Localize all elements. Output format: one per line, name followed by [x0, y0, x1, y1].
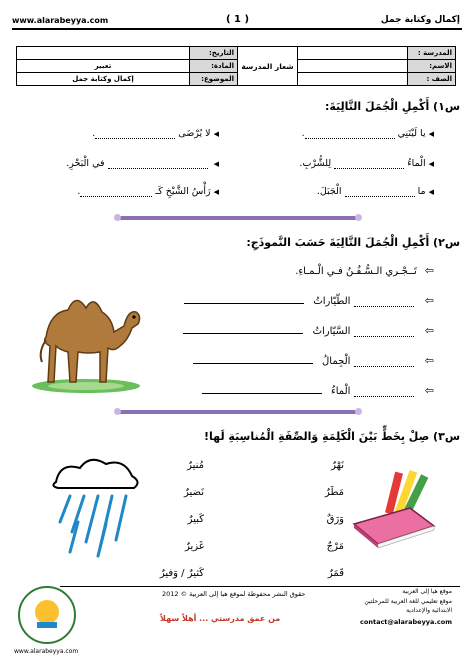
- q1-item-5: ◀ما الْجَبَلَ.: [316, 186, 434, 197]
- q2-blank-1[interactable]: [184, 303, 304, 304]
- q2-blank-2[interactable]: [183, 333, 303, 334]
- q3-word-2[interactable]: مَطَرٌ: [324, 487, 344, 498]
- q3-adj-2[interactable]: نَضيرٌ: [184, 487, 204, 498]
- camel-illustration: [28, 282, 148, 394]
- q3-word-1[interactable]: نَهْرٌ: [331, 460, 344, 471]
- q1-item-6: ◀رَأْسُ الشَّيْخِ كَـ .: [77, 186, 219, 197]
- footer-email[interactable]: contact@alarabeyya.com: [360, 618, 452, 626]
- q1-blank-4[interactable]: [108, 168, 208, 169]
- date-field[interactable]: [17, 47, 190, 60]
- footer-rule: [60, 586, 460, 587]
- q3-adj-1[interactable]: مُنيرٌ: [187, 460, 204, 471]
- q2-item-4: ⇦ الْماءُ: [202, 384, 434, 397]
- q3-word-3[interactable]: وَرَقٌ: [326, 514, 344, 525]
- q2-blank-3[interactable]: [193, 363, 313, 364]
- rain-cloud-illustration: [50, 452, 142, 562]
- q2-blank-pre-4[interactable]: [354, 396, 414, 397]
- arrow-icon: ⇦: [424, 384, 434, 397]
- footer-slogan: من عمق مدرستي ... أهلاً سهلاً: [160, 614, 281, 623]
- info-table: [16, 46, 456, 86]
- date-label: التاريخ:: [190, 47, 238, 60]
- q1-blank-2[interactable]: [95, 138, 175, 139]
- q2-blank-pre-2[interactable]: [354, 336, 414, 337]
- topic-label: الموضوع:: [190, 73, 238, 86]
- website-url: www.alarabeyya.com: [12, 16, 109, 25]
- q3-adj-5[interactable]: كَثيرٌ / وَفيرٌ: [159, 568, 204, 579]
- arrow-icon: ⇦: [424, 354, 434, 367]
- q1-item-4: ◀ في الْبَحْرِ.: [66, 158, 219, 169]
- logo-url: www.alarabeyya.com: [14, 648, 79, 655]
- name-field[interactable]: [298, 60, 408, 73]
- q3-word-5[interactable]: قَمَرٌ: [327, 568, 344, 579]
- subject-value: تعبير: [17, 60, 190, 73]
- q1-blank-1[interactable]: [305, 138, 395, 139]
- book-pencils-illustration: [350, 468, 440, 550]
- footer-site-name: موقع هيا إلى العربية: [402, 588, 452, 595]
- q2-blank-pre-1[interactable]: [354, 306, 414, 307]
- q3-adj-3[interactable]: كَبيرٌ: [187, 514, 204, 525]
- q1-blank-3[interactable]: [334, 168, 404, 169]
- q3-word-4[interactable]: مَرْجٌ: [326, 541, 344, 552]
- q2-item-2: ⇦ السَّيّاراتُ: [183, 324, 434, 337]
- q1-item-1: ◀يا لَيْتَنِي .: [301, 128, 434, 139]
- section-divider-1: [118, 216, 358, 220]
- arrow-icon: ⇦: [424, 294, 434, 307]
- q2-title: س٢) أَكْمِلِ الْجُمَلَ التَّالِيَةَ حَسَبَ النَّموذَجِ:: [246, 236, 460, 249]
- worksheet-title: إكمال وكتابة جمل: [380, 15, 460, 25]
- school-logo: شعار المدرسة: [238, 47, 298, 86]
- footer-description-1: موقع تعليمي للغة العربية للمرحلتين: [364, 598, 452, 605]
- topic-value: إكمال وكتابة جمل: [17, 73, 190, 86]
- section-divider-2: [118, 410, 358, 414]
- q2-blank-pre-3[interactable]: [354, 366, 414, 367]
- copyright-text: حقوق النشر محفوظة لموقع هيا إلى العربية © 2012: [162, 590, 306, 598]
- name-label: الاسم:: [408, 60, 456, 73]
- q3-adj-4[interactable]: غَزيرٌ: [184, 541, 204, 552]
- q1-title: س١) أَكْمِلِ الْجُمَلَ التَّالِيَةَ:: [324, 100, 460, 113]
- q2-item-3: ⇦ الْجِمالُ: [193, 354, 434, 367]
- q2-blank-4[interactable]: [202, 393, 322, 394]
- q2-model: ⇦تَــجْـري الـسُّـفُـنُ فـي الْـمـاءِ.: [295, 264, 434, 277]
- class-label: الصف :: [408, 73, 456, 86]
- arrow-icon: ⇦: [424, 324, 434, 337]
- header-rule: [12, 28, 462, 38]
- q1-item-2: ◀لا يُرْضَى .: [92, 128, 219, 139]
- page-number: ( 1 ): [226, 14, 250, 25]
- footer-description-2: الابتدائية والإعدادية: [406, 607, 452, 614]
- q3-title: س٣) صِلْ بِخَطٍّ بَيْنَ الْكَلِمَةِ وَالصِّفَةِ الْمُناسِبَةِ لَها!: [204, 430, 460, 443]
- subject-label: المادة:: [190, 60, 238, 73]
- q1-item-3: ◀الْماءُ لِلشُّرْبِ.: [299, 158, 434, 169]
- q1-blank-5[interactable]: [345, 196, 415, 197]
- arrow-icon: ⇦: [424, 264, 434, 277]
- q2-item-1: ⇦ الطّيّاراتُ: [184, 294, 434, 307]
- school-field[interactable]: [298, 47, 408, 60]
- school-label: المدرسة :: [408, 47, 456, 60]
- site-logo: [16, 584, 78, 646]
- class-field[interactable]: [298, 73, 408, 86]
- q1-blank-6[interactable]: [80, 196, 152, 197]
